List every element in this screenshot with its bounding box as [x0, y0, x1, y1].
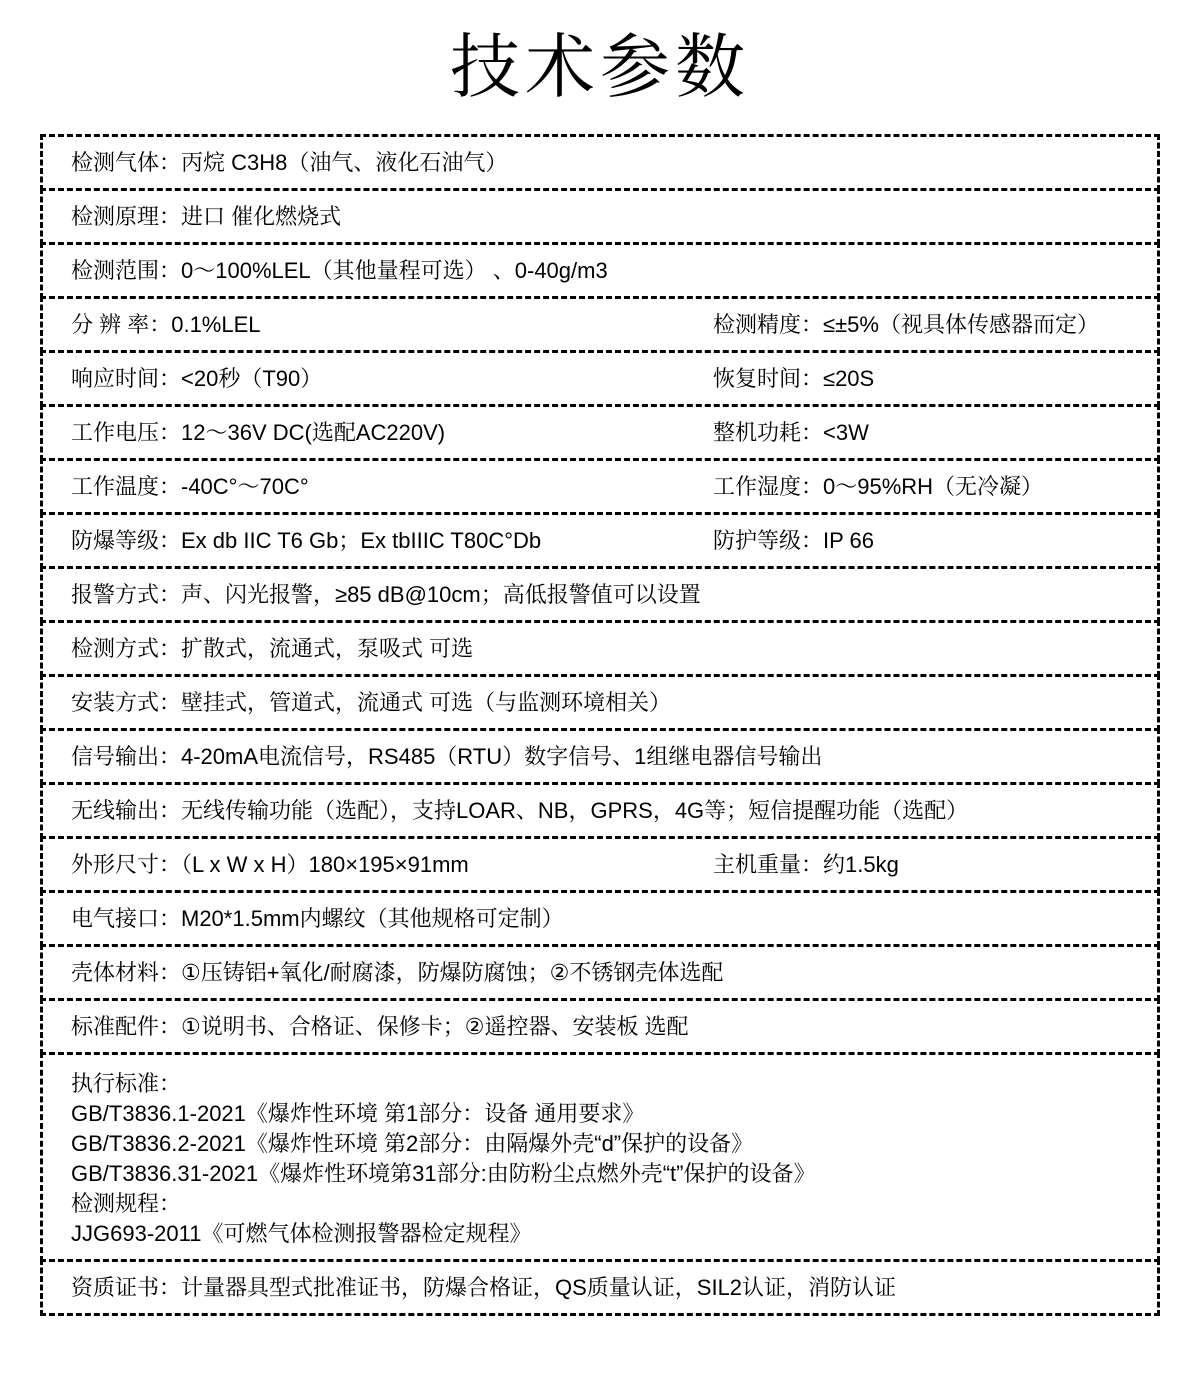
spec-row — [40, 836, 1160, 893]
spec-row — [40, 674, 1160, 731]
spec-row — [40, 890, 1160, 947]
spec-cell-right: 防护等级：IP 66 — [713, 527, 874, 553]
spec-row — [40, 134, 1160, 191]
spec-row — [40, 1052, 1160, 1262]
spec-cell: 检测方式：扩散式，流通式，泵吸式 可选 — [71, 635, 474, 661]
spec-cell-right: 检测精度：≤±5%（视具体传感器而定） — [713, 311, 1099, 337]
spec-row — [40, 728, 1160, 785]
spec-cell-left: 响应时间：<20秒（T90） — [71, 365, 323, 391]
spec-cell-left: 外形尺寸：（L x W x H）180×195×91mm — [71, 851, 469, 877]
spec-cell-right: 恢复时间：≤20S — [713, 365, 875, 391]
spec-row — [40, 350, 1160, 407]
spec-cell-right: 整机功耗：<3W — [713, 419, 869, 445]
spec-row — [40, 188, 1160, 245]
spec-cell: 无线输出：无线传输功能（选配），支持LOAR、NB，GPRS，4G等；短信提醒功能（选配） — [71, 797, 969, 823]
spec-cell: 壳体材料：①压铸铝+氧化/耐腐漆，防爆防腐蚀；②不锈钢壳体选配 — [71, 959, 724, 985]
page-title: 技术参数 — [450, 28, 750, 106]
spec-row — [40, 782, 1160, 839]
spec-cell: 报警方式：声、闪光报警，≥85 dB@10cm；高低报警值可以设置 — [71, 581, 701, 607]
spec-line: 检测规程： — [71, 1191, 182, 1216]
spec-row — [40, 458, 1160, 515]
spec-cell: 安装方式：壁挂式，管道式，流通式 可选（与监测环境相关） — [71, 689, 672, 715]
spec-cell: 电气接口：M20*1.5mm内螺纹（其他规格可定制） — [71, 905, 564, 931]
spec-cell: 检测范围：0～100%LEL（其他量程可选） 、0-40g/m3 — [71, 257, 608, 283]
spec-cell: 信号输出：4-20mA电流信号，RS485（RTU）数字信号、1组继电器信号输出 — [71, 743, 823, 769]
spec-row — [40, 620, 1160, 677]
spec-row — [40, 404, 1160, 461]
spec-line: GB/T3836.2-2021《爆炸性环境 第2部分：由隔爆外壳“d”保护的设备》 — [71, 1131, 754, 1156]
spec-line: GB/T3836.1-2021《爆炸性环境 第1部分：设备 通用要求》 — [71, 1101, 645, 1126]
spec-line: JJG693-2011《可燃气体检测报警器检定规程》 — [71, 1221, 532, 1246]
spec-row — [40, 1259, 1160, 1316]
spec-line: GB/T3836.31-2021《爆炸性环境第31部分:由防粉尘点燃外壳“t”保护的设备》 — [71, 1161, 816, 1186]
spec-row — [40, 566, 1160, 623]
spec-cell-left: 工作电压：12～36V DC(选配AC220V) — [71, 419, 446, 445]
spec-row — [40, 296, 1160, 353]
spec-cell: 标准配件：①说明书、合格证、保修卡；②遥控器、安装板 选配 — [71, 1013, 689, 1039]
spec-line: 执行标准： — [71, 1071, 182, 1096]
spec-cell-left: 防爆等级：Ex db IIC T6 Gb；Ex tbIIIC T80C°Db — [71, 527, 542, 553]
spec-cell: 资质证书：计量器具型式批准证书，防爆合格证，QS质量认证，SIL2认证，消防认证 — [71, 1274, 897, 1300]
spec-row — [40, 944, 1160, 1001]
spec-cell-left: 分 辨 率：0.1%LEL — [71, 311, 261, 337]
spec-cell-left: 工作温度：-40C°～70C° — [71, 473, 309, 499]
spec-cell: 检测原理：进口 催化燃烧式 — [71, 203, 342, 229]
spec-row — [40, 242, 1160, 299]
spec-row — [40, 998, 1160, 1055]
spec-cell: 检测气体：丙烷 C3H8（油气、液化石油气） — [71, 149, 508, 175]
spec-table — [40, 134, 1160, 1316]
spec-cell-right: 工作湿度：0～95%RH（无冷凝） — [713, 473, 1044, 499]
spec-row — [40, 512, 1160, 569]
spec-cell-right: 主机重量：约1.5kg — [713, 851, 899, 877]
